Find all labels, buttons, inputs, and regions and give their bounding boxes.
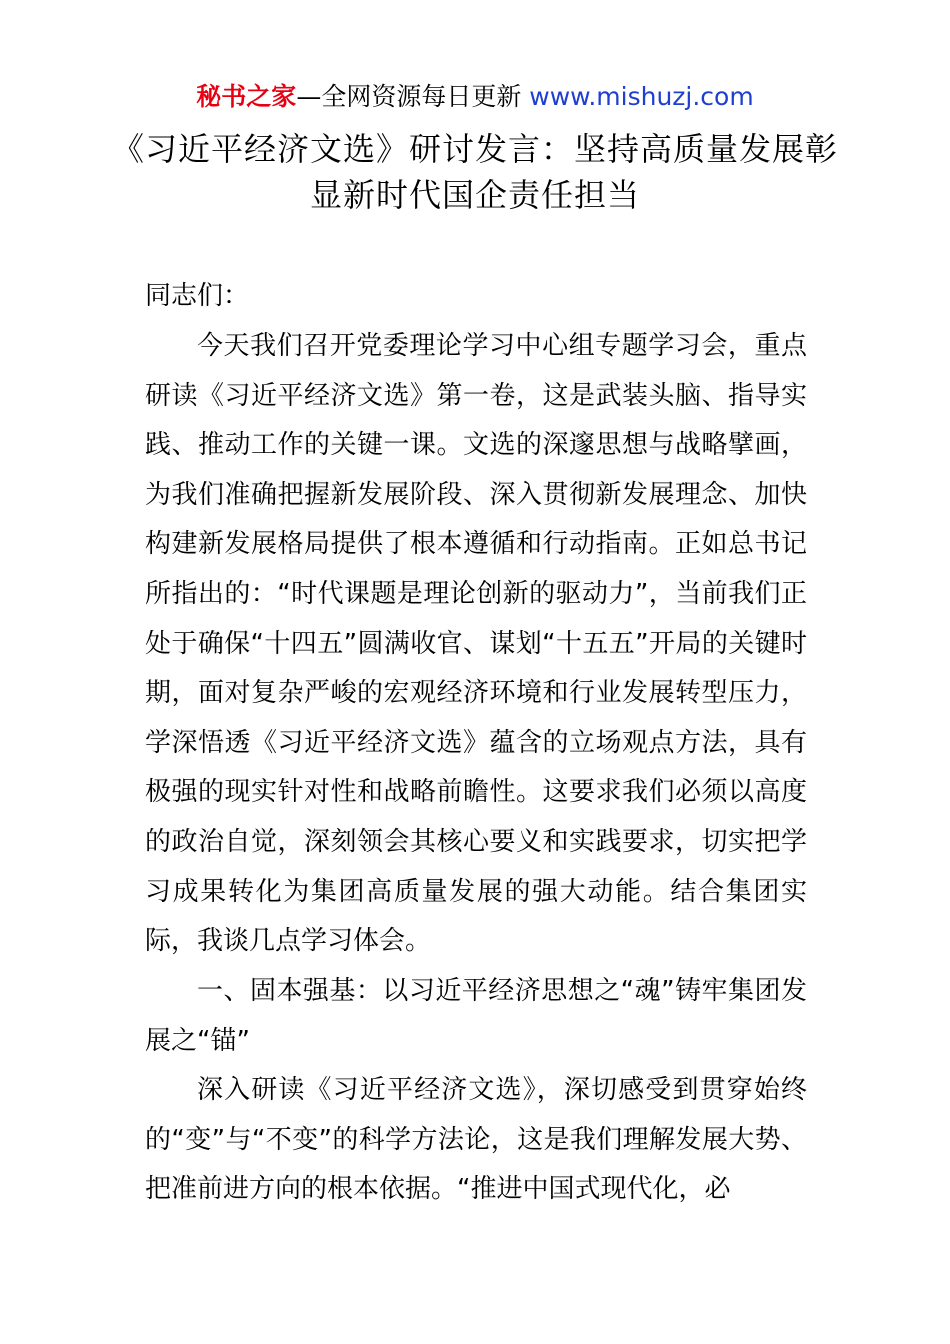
site-name: 秘书之家 — [196, 82, 297, 111]
salutation: 同志们： — [145, 281, 250, 311]
site-url[interactable]: www.mishuzj.com — [529, 82, 754, 111]
section-heading-1: 一、固本强基：以习近平经济思想之“魂”铸牢集团发展之“锚” — [145, 976, 807, 1056]
document-title: 《习近平经济文选》研讨发言：坚持高质量发展彰显新时代国企责任担当 — [111, 130, 838, 214]
paragraph-section-1: 深入研读《习近平经济文选》，深切感受到贯穿始终的“变”与“不变”的科学方法论，这是我们理解发展大势、把准前进方向的根本依据。“推进中国式现代化，必 — [145, 1075, 807, 1205]
site-tagline: —全网资源每日更新 — [296, 82, 522, 111]
site-header — [0, 80, 950, 114]
paragraph-intro: 今天我们召开党委理论学习中心组专题学习会，重点研读《习近平经济文选》第一卷，这是武装头脑、指导实践、推动工作的关键一课。文选的深邃思想与战略擘画，为我们准确把握新发展阶段、深入贯彻新发展理念、加快构建新发展格局提供了根本遵循和行动指南。正如总书记所指出的：“时代课题是理论创新的驱动力”，当前我们正处于确保“十四五”圆满收官、谋划“十五五”开局的关键时期，面对复杂严峻的宏观经济环境和行业发展转型压力，学深悟透《习近平经济文选》蕴含的立场观点方法，具有极强的现实针对性和战略前瞻性。这要求我们必须以高度的政治自觉，深刻领会其核心要义和实践要求，切实把学习成果转化为集团高质量发展的强大动能。结合集团实际，我谈几点学习体会。 — [145, 331, 807, 957]
